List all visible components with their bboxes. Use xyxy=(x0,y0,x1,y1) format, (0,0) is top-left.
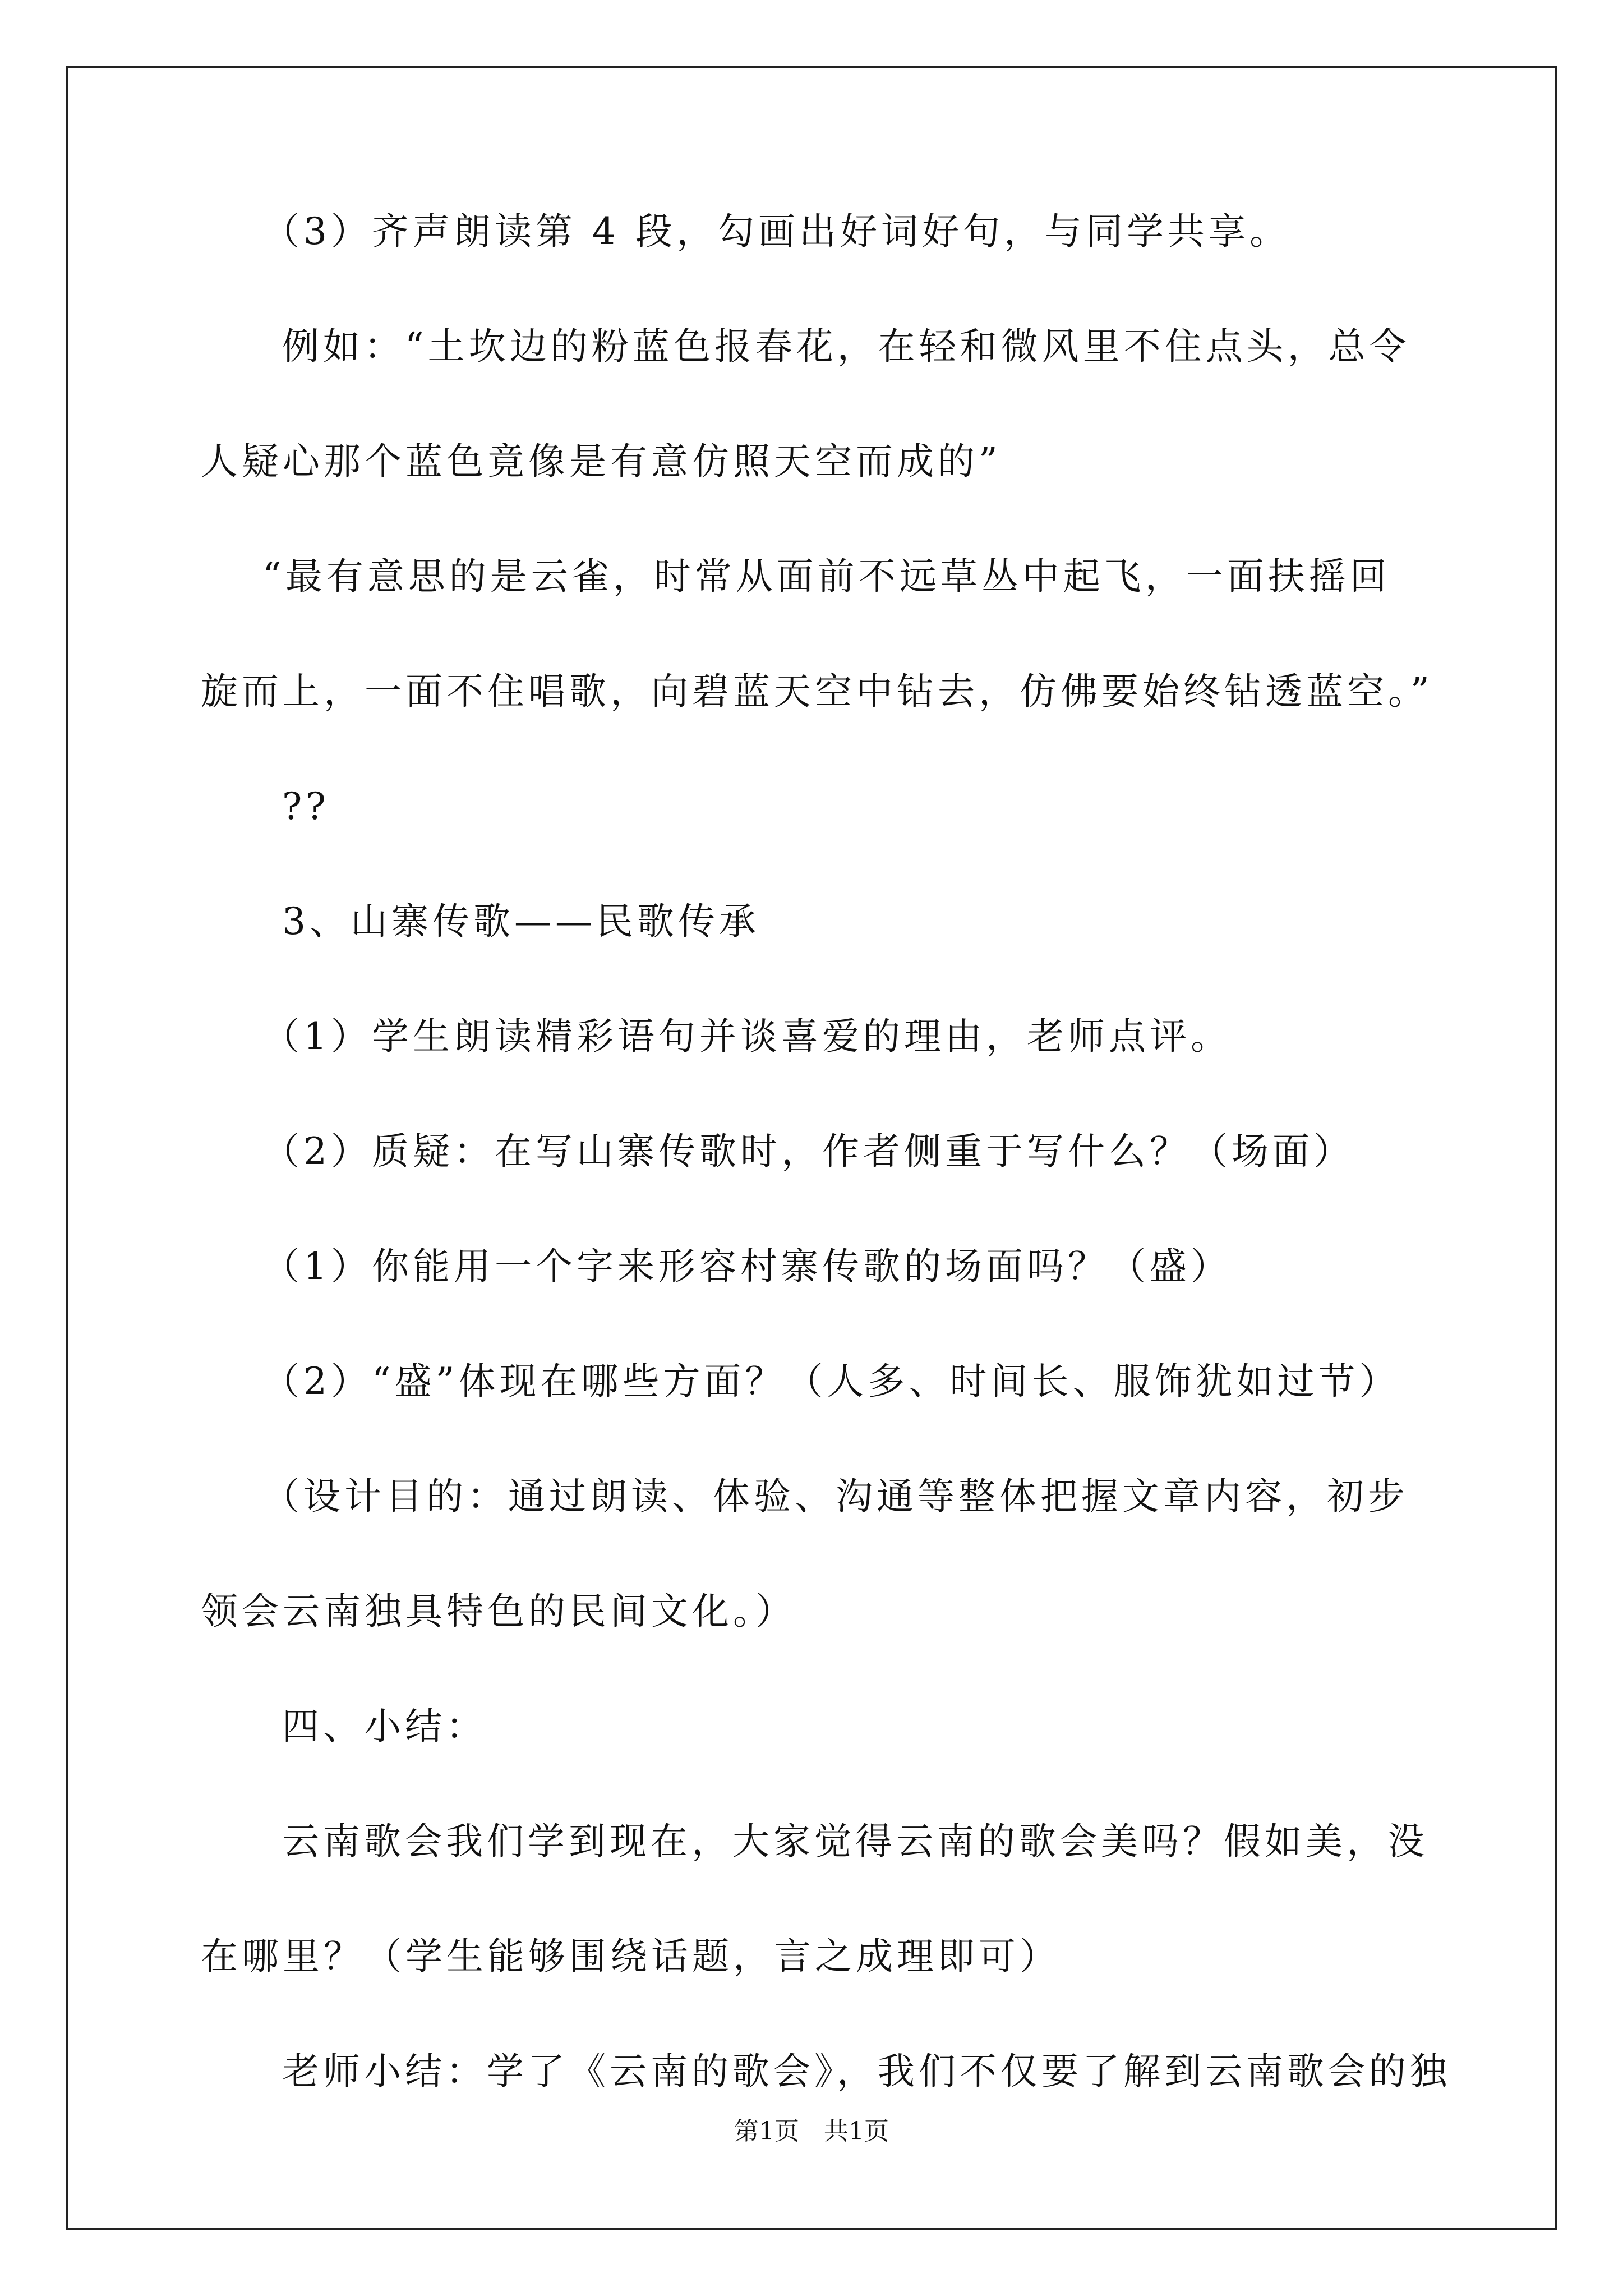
document-body xyxy=(201,210,1451,2168)
page-footer xyxy=(0,2119,1623,2144)
text-line: （2）质疑：在写山寨传歌时，作者侧重于写什么？（场面） xyxy=(262,1130,1354,1173)
text-line: 云南歌会我们学到现在，大家觉得云南的歌会美吗？假如美，没 xyxy=(282,1820,1428,1863)
text-line: （3）齐声朗读第 4 段，勾画出好词好句，与同学共享。 xyxy=(262,210,1290,253)
text-line: 例如：“土坎边的粉蓝色报春花，在轻和微风里不住点头，总令 xyxy=(282,325,1410,368)
paragraph-2 xyxy=(201,325,1435,483)
text-line: 在哪里？（学生能够围绕话题，言之成理即可） xyxy=(201,1935,1061,1978)
paragraph-11 xyxy=(201,1705,1435,1748)
text-line: “最有意思的是云雀，时常从面前不远草丛中起飞，一面扶摇回 xyxy=(262,555,1391,598)
paragraph-3 xyxy=(201,555,1435,713)
paragraph-1 xyxy=(201,210,1435,253)
paragraph-12 xyxy=(201,1820,1435,1978)
page-number-label: 第1页 共1页 xyxy=(734,2117,889,2146)
text-line: （1）学生朗读精彩语句并谈喜爱的理由，老师点评。 xyxy=(262,1015,1232,1058)
paragraph-7 xyxy=(201,1130,1435,1173)
text-line: 人疑心那个蓝色竟像是有意仿照天空而成的” xyxy=(201,440,1002,483)
paragraph-8 xyxy=(201,1245,1435,1288)
text-line: （1）你能用一个字来形容村寨传歌的场面吗？（盛） xyxy=(262,1245,1232,1288)
section-heading: 3、山寨传歌——民歌传承 xyxy=(282,900,760,943)
text-line: （设计目的：通过朗读、体验、沟通等整体把握文章内容，初步 xyxy=(262,1475,1409,1518)
section-heading: 四、小结： xyxy=(282,1705,487,1748)
text-line: 旋而上，一面不住唱歌，向碧蓝天空中钻去，仿佛要始终钻透蓝空。” xyxy=(201,670,1433,713)
paragraph-10 xyxy=(201,1475,1435,1633)
text-line: 老师小结：学了《云南的歌会》，我们不仅要了解到云南歌会的独 xyxy=(282,2050,1451,2093)
text-line: 领会云南独具特色的民间文化。） xyxy=(201,1590,796,1633)
text-line: （2）“盛”体现在哪些方面？（人多、时间长、服饰犹如过节） xyxy=(262,1360,1400,1403)
paragraph-4 xyxy=(201,785,1435,828)
paragraph-5 xyxy=(201,900,1435,943)
text-line: ?? xyxy=(282,785,330,828)
paragraph-6 xyxy=(201,1015,1435,1058)
paragraph-13 xyxy=(201,2050,1451,2093)
paragraph-9 xyxy=(201,1360,1435,1403)
